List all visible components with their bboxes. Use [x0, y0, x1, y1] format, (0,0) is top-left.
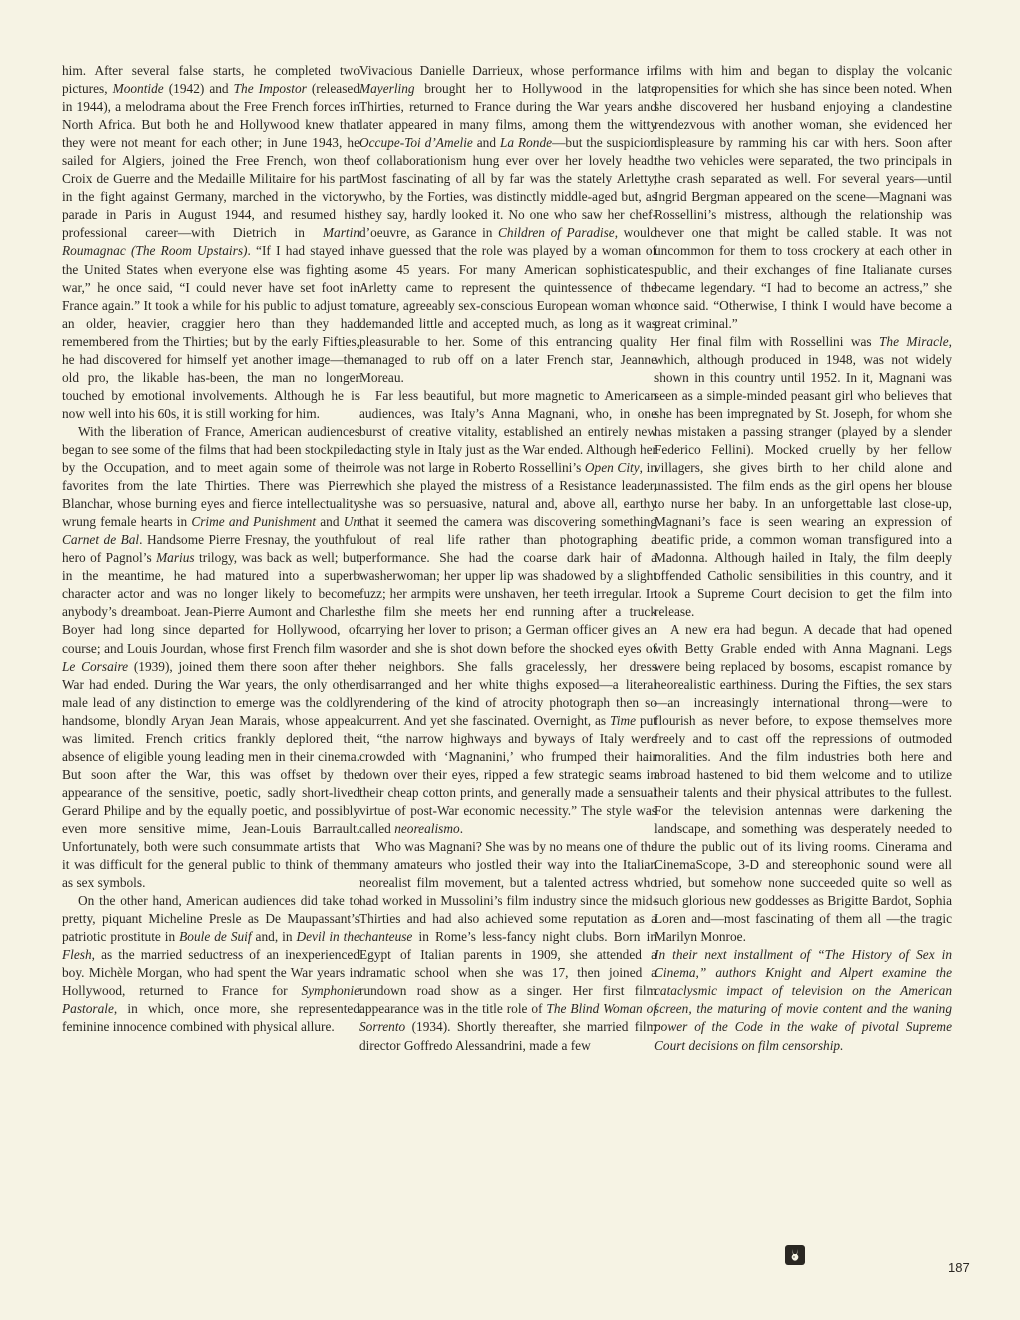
text-run: , in which, once more, she represented feminine innocence combined with physical allure.	[62, 1001, 360, 1035]
text-run: .	[459, 820, 464, 836]
italic-title: Marius	[156, 550, 195, 566]
text-run: , which, although produced in 1948, was not widely shown in this country until 1952. In it, Magnani was seen as a simple-minded peasant girl who believes that she has been impregnated by St. Joseph, for whom she has mistaken a passing stranger (played by a slender Federico Fellini). Mocked cruelly by her fellow villagers, she gives birth to her child alone and unassisted. The film ends as the girl opens her blouse to nurse her baby. In an unforgettable last close-up, Magnani’s face is seen wearing an expression of beatific pride, a common woman transfigured into a Madonna. Although hailed in Italy, the film deeply offended Catholic sensibilities in this country, and it took a Supreme Court decision to get the film into release.	[654, 333, 952, 620]
paragraph	[62, 892, 360, 1036]
paragraph	[359, 387, 657, 838]
italic-title: Boule de Suif	[179, 929, 252, 945]
italic-title: chanteuse	[359, 929, 413, 945]
italic-title: Le Corsaire	[62, 658, 129, 674]
text-run: him. After several false starts, he completed two pictures,	[62, 63, 360, 97]
text-run: and	[472, 135, 500, 151]
paragraph	[654, 62, 952, 333]
text-run: (1934). Shortly thereafter, she married film director Goffredo Alessandrini, made a few	[359, 1019, 657, 1053]
italic-title: Martin Roumagnac (The Room Upstairs)	[62, 225, 360, 259]
next-installment-teaser: In their next installment of “The History of Sex in Cinema,” authors Knight and Alpert examine the cataclysmic impact of television on the American screen, the maturing of movie content and the waning power of the Code in the wake of pivotal Supreme Court decisions on film censorship.	[654, 947, 952, 1053]
text-run: , as the married seductress of an inexperienced boy. Michèle Morgan, who had spent the War years in Hollywood, returned to France for	[62, 947, 360, 999]
page-number: 187	[948, 1260, 970, 1275]
text-run: brought her to Hollywood in the late Thirties, returned to France during the War years and later appeared in many films, among them the witty	[359, 81, 657, 133]
italic-title: Mayerling	[359, 81, 415, 97]
paragraph	[62, 62, 360, 423]
text-run: films with him and began to display the volcanic propensities for which she has since been noted. When she discovered her husband enjoying a clandestine rendezvous with another woman, she evidenced her displeasure by ramming his car with hers. Soon after the two vehicles were separated, the two principals in the crash separated as well. For several years—until Ingrid Bergman appeared on the scene—Magnani was Rossellini’s mistress, although the relationship was never one that might be called stable. It was not uncommon for them to toss crockery at each other in public, and their exchanges of fine Italianate curses became legendary. “I had to become an actress,” she once said. “Otherwise, I think I would have become a great criminal.”	[654, 63, 952, 331]
rabbit-head-icon	[785, 1245, 805, 1265]
paragraph	[654, 333, 952, 622]
italic-title: Crime and Punishment	[191, 514, 317, 530]
italic-title: neorealismo	[394, 820, 460, 836]
text-run: Vivacious Danielle Darrieux, whose performance in	[359, 63, 657, 78]
italic-title: Occupe-Toi d’Amelie	[359, 135, 473, 151]
text-run: in Rome’s less-fancy night clubs. Born in Egypt of Italian parents in 1909, she attended a dramatic school when she was 17, then joined a rundown road show as a singer. Her first film appearance was in the title role of	[359, 929, 657, 1017]
italic-title: The Miracle	[878, 333, 949, 349]
text-run: Who was Magnani? She was by no means one of the many amateurs who jostled their way into the Italian neorealist film movement, but a talented actress who had worked in Mussolini’s film industry since the mid-Thirties and had also achieved some reputation as a	[359, 839, 657, 927]
text-run: , would have guessed that the role was played by a woman of some 45 years. For many American sophisticates, Arletty came to represent the quintessence of the mature, agreeably sex-conscious European woman who demanded little and accepted much, as long as it was pleasurable to her. Some of this entrancing quality managed to rub off on a later French star, Jeanne Moreau.	[359, 225, 657, 385]
text-column-1	[62, 62, 360, 1037]
text-run: A new era had begun. A decade that had opened with Betty Grable ended with Anna Magnani. Legs were being replaced by bosoms, escapist romance by neorealistic earthiness. During the Fifties, the sex stars—an increasingly international throng—were to flourish as never before, to expose themselves more freely and to cast off the repressions of outmoded moralities. And the film industries both here and abroad hastened to bid them welcome and to utilize their talents and their physical attributes to the fullest. For the television antennas were darkening the landscape, and something was desperately needed to lure the public out of its living rooms. Cinerama and CinemaScope, 3-D and stereophonic sound were all tried, but somehow none succeeded quite so well as such glorious new goddesses as Brigitte Bardot, Sophia Loren and—most fascinating of them all —the tragic Marilyn Monroe.	[654, 622, 952, 945]
text-run: trilogy, was back as well; but in the meantime, he had matured into a superb character actor and was no longer likely to become anybody’s dreamboat. Jean-Pierre Aumont and Charles Boyer had long since departed for Hollywood, of course; and Louis Jourdan, whose first French film was	[62, 550, 360, 656]
text-run: and, in	[251, 929, 297, 945]
text-column-3	[654, 62, 952, 1055]
italic-title: Moontide	[112, 81, 164, 97]
text-run: Far less beautiful, but more magnetic to American audiences, was Italy’s Anna Magnani, who, in one burst of creative vitality, established an entirely new acting style in Italy just as the War ended. Although her role was not large in Roberto Rossellini’s	[359, 387, 657, 476]
text-column-2	[359, 62, 657, 1055]
italic-title: Time	[610, 712, 636, 728]
text-run: (released in 1944), a melodrama about the Free French forces in North Africa. But both he and Hollywood knew that they were not meant for each other; in June 1943, he sailed for Algiers, joined the Free French, won the Croix de Guerre and the Medaille Militaire for his part in the fight against Germany, marched in the victory parade in Paris in August 1944, and resumed his professional career—with Dietrich in	[62, 81, 360, 241]
italic-title: Children of Paradise	[498, 225, 615, 241]
text-run: (1942) and	[163, 81, 234, 97]
italic-title: Open City	[584, 460, 640, 476]
text-run: (1939), joined them there soon after the War had ended. During the War years, the only other male lead of any distinction to emerge was the coldly handsome, blondly Aryan Jean Marais, whose appeal was limited. French critics frankly deplored the absence of eligible young leading men in their cinema. But soon after the War, this was offset by the appearance of the sensitive, poetic, sadly short-lived Gerard Philipe and by the equally poetic, and possibly even more sensitive mime, Jean-Louis Barrault. Unfortunately, both were such consummate artists that it was difficult for the general public to think of them as sex symbols.	[62, 658, 360, 891]
italic-title: The Impostor	[233, 81, 307, 97]
text-run: —but the suspicion of collaborationism hung ever over her lovely head. Most fascinating of all by far was the stately Arletty, who, by the Forties, was distinctly middle-aged but, as they say, hardly looked it. No one who saw her chef-d’oeuvre, as Garance in	[359, 135, 657, 241]
paragraph	[654, 621, 952, 946]
text-run: On the other hand, American audiences did take to pretty, piquant Micheline Presle as De Maupassant’s patriotic prostitute in	[62, 893, 360, 945]
paragraph	[359, 838, 657, 1055]
italic-title: Devil in the Flesh	[62, 929, 360, 963]
italic-title: Un Carnet de Bal	[62, 514, 360, 548]
paragraph	[359, 62, 657, 387]
italic-title: The Blind Woman of Sorrento	[359, 1001, 657, 1035]
text-run: and	[316, 514, 344, 530]
text-run: , in which she played the mistress of a Resistance leader, she was so persuasive, natural and, above all, earthy that it seemed the camera was discovering something out of real life rather than photographing a performance. She had the coarse dark hair of a washerwoman; her upper lip was shadowed by a slight fuzz; her armpits were unshaven, her teeth irregular. In the film she meets her end running after a truck carrying her lover to prison; a German officer gives an order and she is shot down before the shocked eyes of her neighbors. She falls gracelessly, her dress disarranged and her white thighs exposed—a literal rendering of the kind of atrocity photograph then so current. And yet she fascinated. Overnight, as	[359, 460, 657, 728]
paragraph	[62, 423, 360, 892]
italic-title: La Ronde	[499, 135, 553, 151]
text-run: . “If I had stayed in the United States when everyone else was fighting a war,” he once said, “I could never have set foot in France again.” It took a while for his public to adjust to an older, heavier, craggier hero than they had remembered from the Thirties; but by the early Fifties, he had discovered for himself yet another image—the old pro, the likable has-been, the man no longer touched by emotional involvements. Although he is now well into his 60s, it is still working for him.	[62, 243, 360, 421]
text-run: put it, “the narrow highways and byways of Italy were crowded with ‘Magnanini,’ who frumped their hair down over their eyes, ripped a few strategic seams in their cheap cotton prints, and generally made a sensual virtue of post-War economic necessity.” The style was called	[359, 712, 657, 836]
italic-title: Symphonie Pastorale	[62, 983, 360, 1017]
text-run: . Handsome Pierre Fresnay, the youthful hero of Pagnol’s	[62, 532, 360, 566]
text-run: With the liberation of France, American audiences began to see some of the films that had been stockpiled by the Occupation, and to meet again some of their favorites from the late Thirties. There was Pierre Blanchar, whose burning eyes and fierce intellectuality wrung female hearts in	[62, 423, 360, 530]
text-run: Her final film with Rossellini was	[670, 333, 879, 349]
